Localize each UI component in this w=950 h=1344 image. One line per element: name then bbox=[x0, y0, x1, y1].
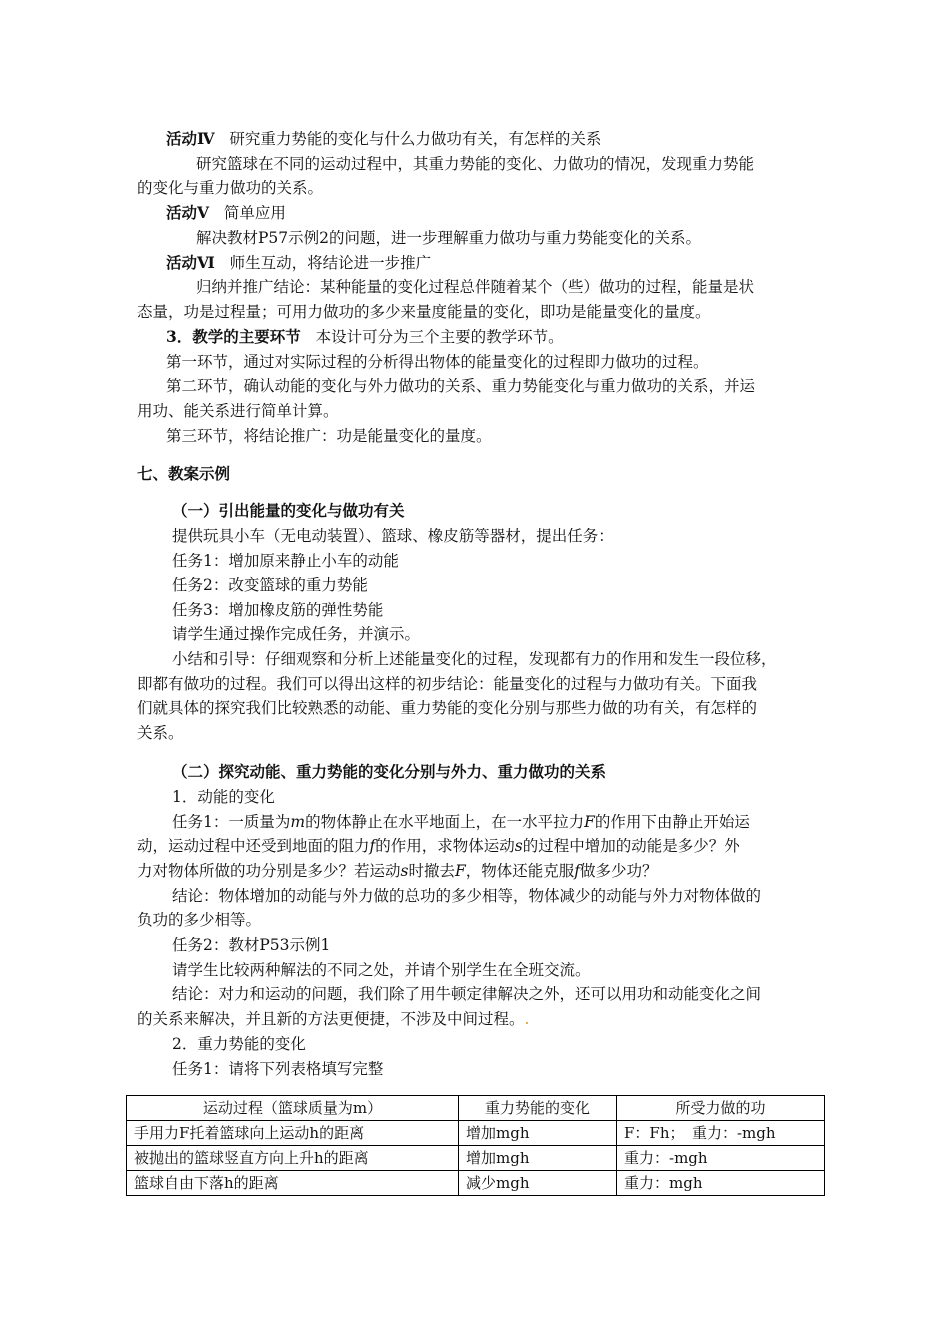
text: 任务1：一质量为 bbox=[172, 813, 291, 831]
table-header: 重力势能的变化 bbox=[459, 1096, 617, 1121]
text: 时撤去 bbox=[408, 862, 455, 880]
table-cell: 重力：mgh bbox=[617, 1171, 825, 1196]
activity6-line bbox=[166, 251, 431, 275]
activity5-title: 简单应用 bbox=[223, 204, 286, 222]
edit-mark-icon: . bbox=[524, 1010, 530, 1028]
activity6-label: 活动Ⅵ bbox=[166, 253, 215, 272]
section3-step-2: 第二环节，确认动能的变化与外力做功的关系、重力势能变化与重力做功的关系，并运 bbox=[166, 377, 756, 395]
section3-line bbox=[166, 325, 564, 349]
section3-step-1: 第一环节，通过对实际过程的分析得出物体的能量变化的过程即力做功的过程。 bbox=[166, 353, 709, 371]
text: 的作用，求物体运动 bbox=[375, 837, 515, 855]
part2-heading: （二）探究动能、重力势能的变化分别与外力、重力做功的关系 bbox=[172, 762, 607, 781]
text: 的作用下由静止开始运 bbox=[594, 813, 750, 831]
part2-task3: 任务1：请将下列表格填写完整 bbox=[172, 1060, 384, 1078]
activity5-line bbox=[166, 201, 286, 225]
part1-line-5: 请学生通过操作完成任务，并演示。 bbox=[172, 625, 421, 643]
activity4-label: 活动Ⅳ bbox=[166, 129, 215, 148]
part1-summary-3: 们就具体的探究我们比较熟悉的动能、重力势能的变化分别与那些力做的功有关，有怎样的 bbox=[137, 699, 758, 717]
part2-compare: 请学生比较两种解法的不同之处，并请个别学生在全班交流。 bbox=[172, 961, 591, 979]
activity4-line bbox=[166, 127, 601, 151]
table-header: 运动过程（篮球质量为m） bbox=[127, 1096, 459, 1121]
section3-step-3: 第三环节，将结论推广：功是能量变化的量度。 bbox=[166, 427, 492, 445]
text: 做多少功？ bbox=[580, 862, 658, 880]
activity5-body: 解决教材P57示例2的问题，进一步理解重力做功与重力势能变化的关系。 bbox=[196, 229, 702, 247]
energy-table bbox=[126, 1095, 825, 1196]
part1-line-2: 任务1：增加原来静止小车的动能 bbox=[172, 552, 399, 570]
part1-summary-4: 关系。 bbox=[137, 724, 184, 742]
activity5-label: 活动Ⅴ bbox=[166, 203, 210, 222]
table-cell: 减少mgh bbox=[459, 1171, 617, 1196]
part2-conclusion2-1: 结论：对力和运动的问题，我们除了用牛顿定律解决之外，还可以用功和动能变化之间 bbox=[172, 985, 762, 1003]
activity4-body-2: 的变化与重力做功的关系。 bbox=[137, 179, 324, 197]
table-cell: F：Fh； 重力：-mgh bbox=[617, 1121, 825, 1146]
table-cell: 增加mgh bbox=[459, 1121, 617, 1146]
part1-summary-2: 即都有做功的过程。我们可以得出这样的初步结论：能量变化的过程与力做功有关。下面我 bbox=[137, 675, 758, 693]
part2-conclusion2-2 bbox=[137, 1007, 529, 1031]
part1-summary-1: 小结和引导：仔细观察和分析上述能量变化的过程，发现都有力的作用和发生一段位移， bbox=[172, 650, 777, 668]
section3-step-2-cont: 用功、能关系进行简单计算。 bbox=[137, 402, 339, 420]
table-cell: 被抛出的篮球竖直方向上升h的距离 bbox=[127, 1146, 459, 1171]
part1-heading: （一）引出能量的变化与做功有关 bbox=[172, 501, 405, 520]
var-F: F bbox=[455, 862, 466, 880]
table-header-row bbox=[127, 1096, 825, 1121]
var-f: f bbox=[574, 862, 581, 880]
part2-conclusion1-2: 负功的多少相等。 bbox=[137, 911, 262, 929]
table-cell: 篮球自由下落h的距离 bbox=[127, 1171, 459, 1196]
table-row bbox=[127, 1121, 825, 1146]
text: 力对物体所做的功分别是多少？若运动 bbox=[137, 862, 401, 880]
activity4-body-1: 研究篮球在不同的运动过程中，其重力势能的变化、力做功的情况，发现重力势能 bbox=[196, 155, 755, 173]
activity6-title: 师生互动，将结论进一步推广 bbox=[229, 254, 432, 272]
part1-line-3: 任务2：改变篮球的重力势能 bbox=[172, 576, 368, 594]
activity6-body-2: 态量，功是过程量；可用力做功的多少来量度能量的变化，即功是能量变化的量度。 bbox=[137, 303, 711, 321]
activity6-body-1: 归纳并推广结论：某种能量的变化过程总伴随着某个（些）做功的过程，能量是状 bbox=[196, 278, 755, 296]
table-header: 所受力做的功 bbox=[617, 1096, 825, 1121]
part2-sub2: 2．重力势能的变化 bbox=[172, 1035, 306, 1053]
part1-line-1: 提供玩具小车（无电动装置）、篮球、橡皮筋等器材，提出任务： bbox=[172, 527, 614, 545]
table-row bbox=[127, 1171, 825, 1196]
part2-task1-line-3 bbox=[137, 859, 658, 883]
part1-line-4: 任务3：增加橡皮筋的弹性势能 bbox=[172, 601, 384, 619]
part2-task1-line-2 bbox=[137, 834, 740, 858]
table-cell: 手用力F托着篮球向上运动h的距离 bbox=[127, 1121, 459, 1146]
table-row bbox=[127, 1146, 825, 1171]
text: 动，运动过程中还受到地面的阻力 bbox=[137, 837, 370, 855]
part2-sub1: 1．动能的变化 bbox=[172, 788, 275, 806]
section3-text: 本设计可分为三个主要的教学环节。 bbox=[315, 328, 564, 346]
text: 的物体静止在水平地面上，在一水平拉力 bbox=[305, 813, 585, 831]
section3-heading: 3．教学的主要环节 bbox=[166, 327, 301, 346]
table-cell: 增加mgh bbox=[459, 1146, 617, 1171]
var-f: f bbox=[369, 837, 376, 855]
part2-task2: 任务2：教材P53示例1 bbox=[172, 936, 331, 954]
var-s: s bbox=[514, 837, 523, 855]
text: ，物体还能克服 bbox=[465, 862, 575, 880]
table-cell: 重力：-mgh bbox=[617, 1146, 825, 1171]
activity4-title: 研究重力势能的变化与什么力做功有关，有怎样的关系 bbox=[229, 130, 602, 148]
text: 的过程中增加的动能是多少？外 bbox=[522, 837, 740, 855]
var-m: m bbox=[290, 813, 306, 831]
var-F: F bbox=[584, 813, 595, 831]
heading-7: 七、教案示例 bbox=[137, 464, 231, 483]
part2-conclusion1-1: 结论：物体增加的动能与外力做的总功的多少相等，物体减少的动能与外力对物体做的 bbox=[172, 887, 762, 905]
var-s: s bbox=[400, 862, 409, 880]
part2-task1-line-1 bbox=[172, 810, 750, 834]
text: 的关系来解决，并且新的方法更便捷，不涉及中间过程。 bbox=[137, 1010, 525, 1028]
